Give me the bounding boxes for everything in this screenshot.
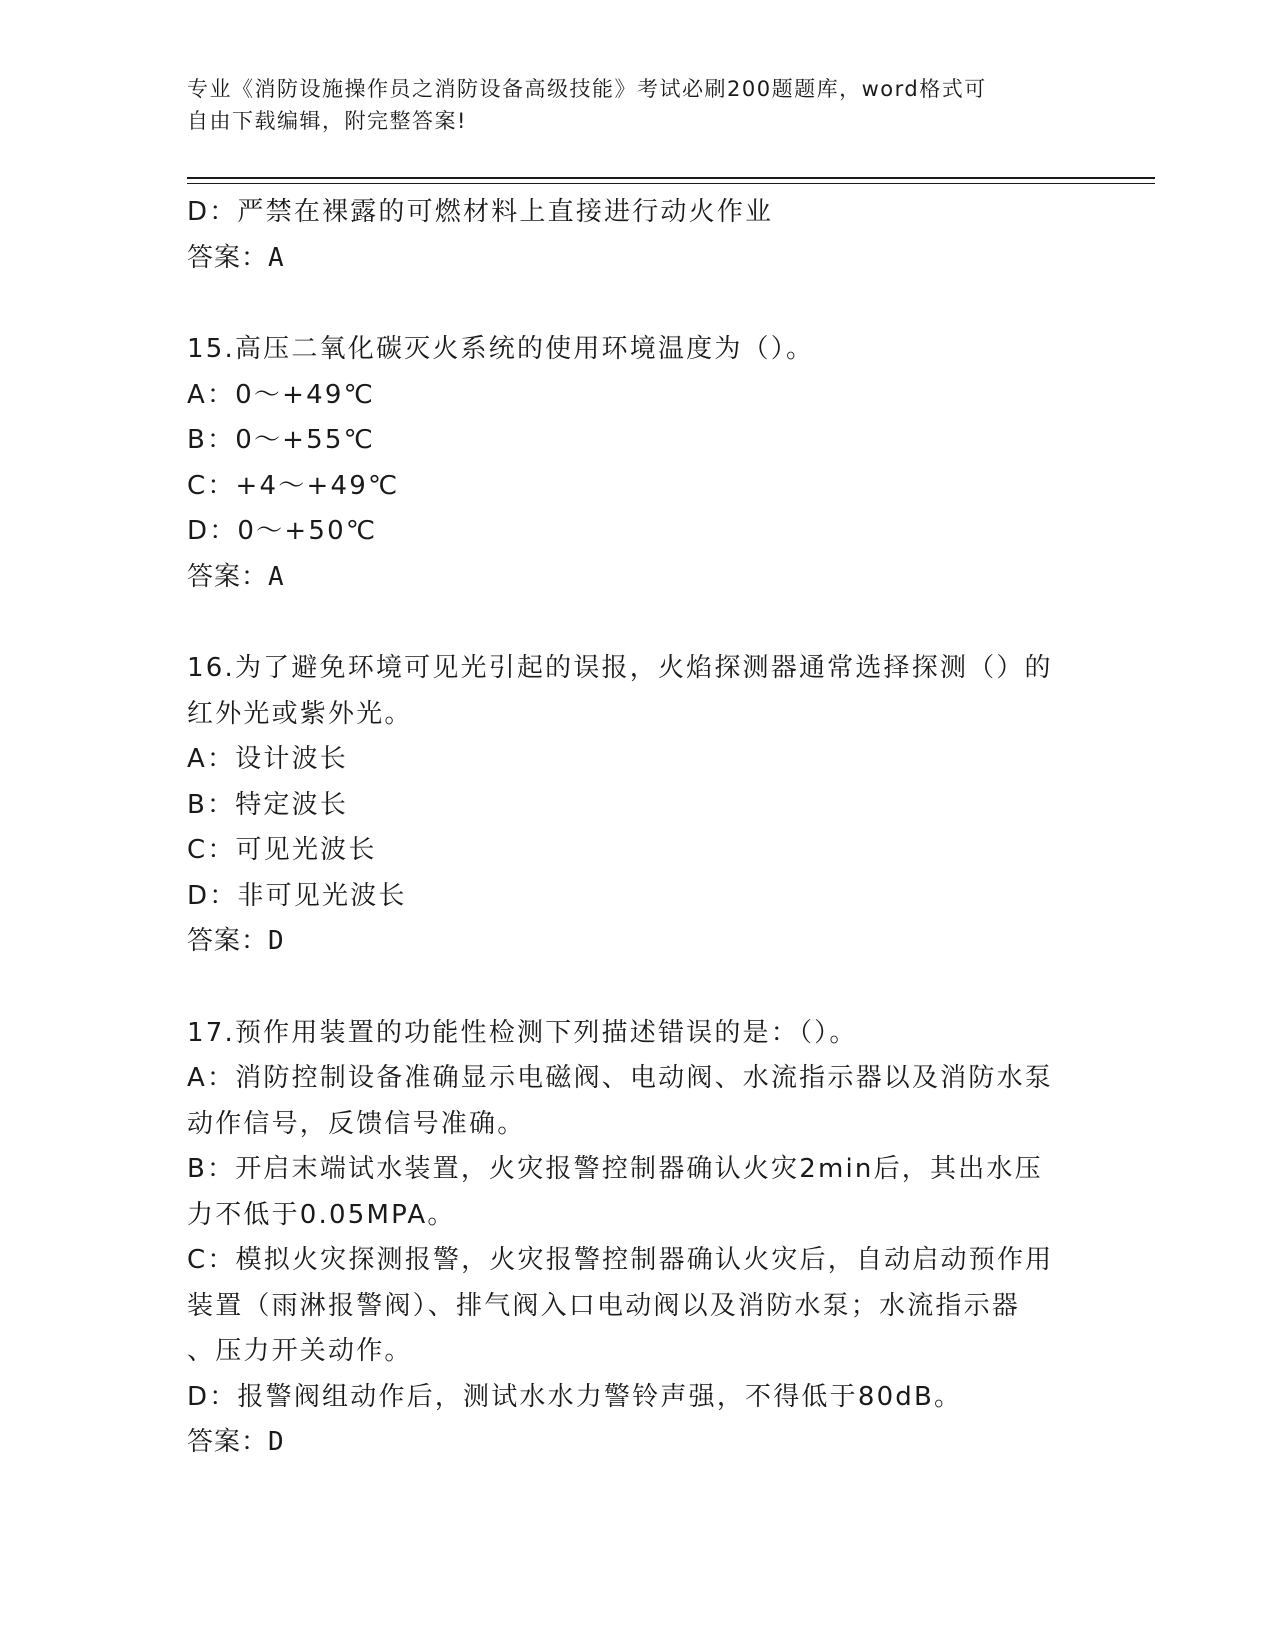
answer-line: 答案：D xyxy=(187,1427,285,1457)
header-line-1: 专业《消防设施操作员之消防设备高级技能》考试必刷200题题库，word格式可 xyxy=(187,77,987,101)
option-a: A：设计波长 xyxy=(187,744,348,774)
answer-line: 答案：A xyxy=(187,561,285,592)
option-c-line-3: 、压力开关动作。 xyxy=(187,1336,413,1366)
question-stem: 17.预作用装置的功能性检测下列描述错误的是：（）。 xyxy=(187,1017,858,1048)
header-line-2: 自由下载编辑，附完整答案! xyxy=(187,109,467,133)
option-d: D：报警阀组动作后，测试水水力警铃声强，不得低于80dB。 xyxy=(187,1381,963,1412)
header-divider-thick xyxy=(187,177,1155,179)
question-14-tail xyxy=(187,190,1087,281)
option-d: D：0～+50℃ xyxy=(187,516,378,546)
answer-line: 答案：D xyxy=(187,926,285,956)
option-d: D：非可见光波长 xyxy=(187,880,407,911)
question-stem: 15.高压二氧化碳灭火系统的使用环境温度为（）。 xyxy=(187,334,815,364)
option-c-line-1: C：模拟火灾探测报警，火灾报警控制器确认火灾后，自动启动预作用 xyxy=(187,1245,1054,1275)
question-list xyxy=(187,190,1087,1466)
option-a-line-1: A：消防控制设备准确显示电磁阀、电动阀、水流指示器以及消防水泵 xyxy=(187,1063,1053,1093)
document-header xyxy=(187,73,1067,137)
header-divider-thin xyxy=(187,183,1155,184)
option-c: C：可见光波长 xyxy=(187,835,377,865)
option-b-line-1: B：开启末端试水装置，火灾报警控制器确认火灾2min后，其出水压 xyxy=(187,1154,1043,1184)
answer-line: 答案：A xyxy=(187,242,285,273)
option-d: D：严禁在裸露的可燃材料上直接进行动火作业 xyxy=(187,197,774,227)
option-a: A：0～+49℃ xyxy=(187,379,375,410)
question-17 xyxy=(187,1011,1087,1466)
option-b-line-2: 力不低于0.05MPA。 xyxy=(187,1199,456,1230)
option-a-line-2: 动作信号，反馈信号准确。 xyxy=(187,1108,526,1139)
question-16 xyxy=(187,646,1087,965)
question-15 xyxy=(187,327,1087,600)
option-c: C：+4～+49℃ xyxy=(187,470,400,501)
option-b: B：特定波长 xyxy=(187,789,349,820)
question-stem-line-1: 16.为了避免环境可见光引起的误报，火焰探测器通常选择探测（）的 xyxy=(187,653,1053,683)
option-b: B：0～+55℃ xyxy=(187,425,376,455)
question-stem-line-2: 红外光或紫外光。 xyxy=(187,698,413,729)
option-c-line-2: 装置（雨淋报警阀）、排气阀入口电动阀以及消防水泵；水流指示器 xyxy=(187,1290,1021,1321)
